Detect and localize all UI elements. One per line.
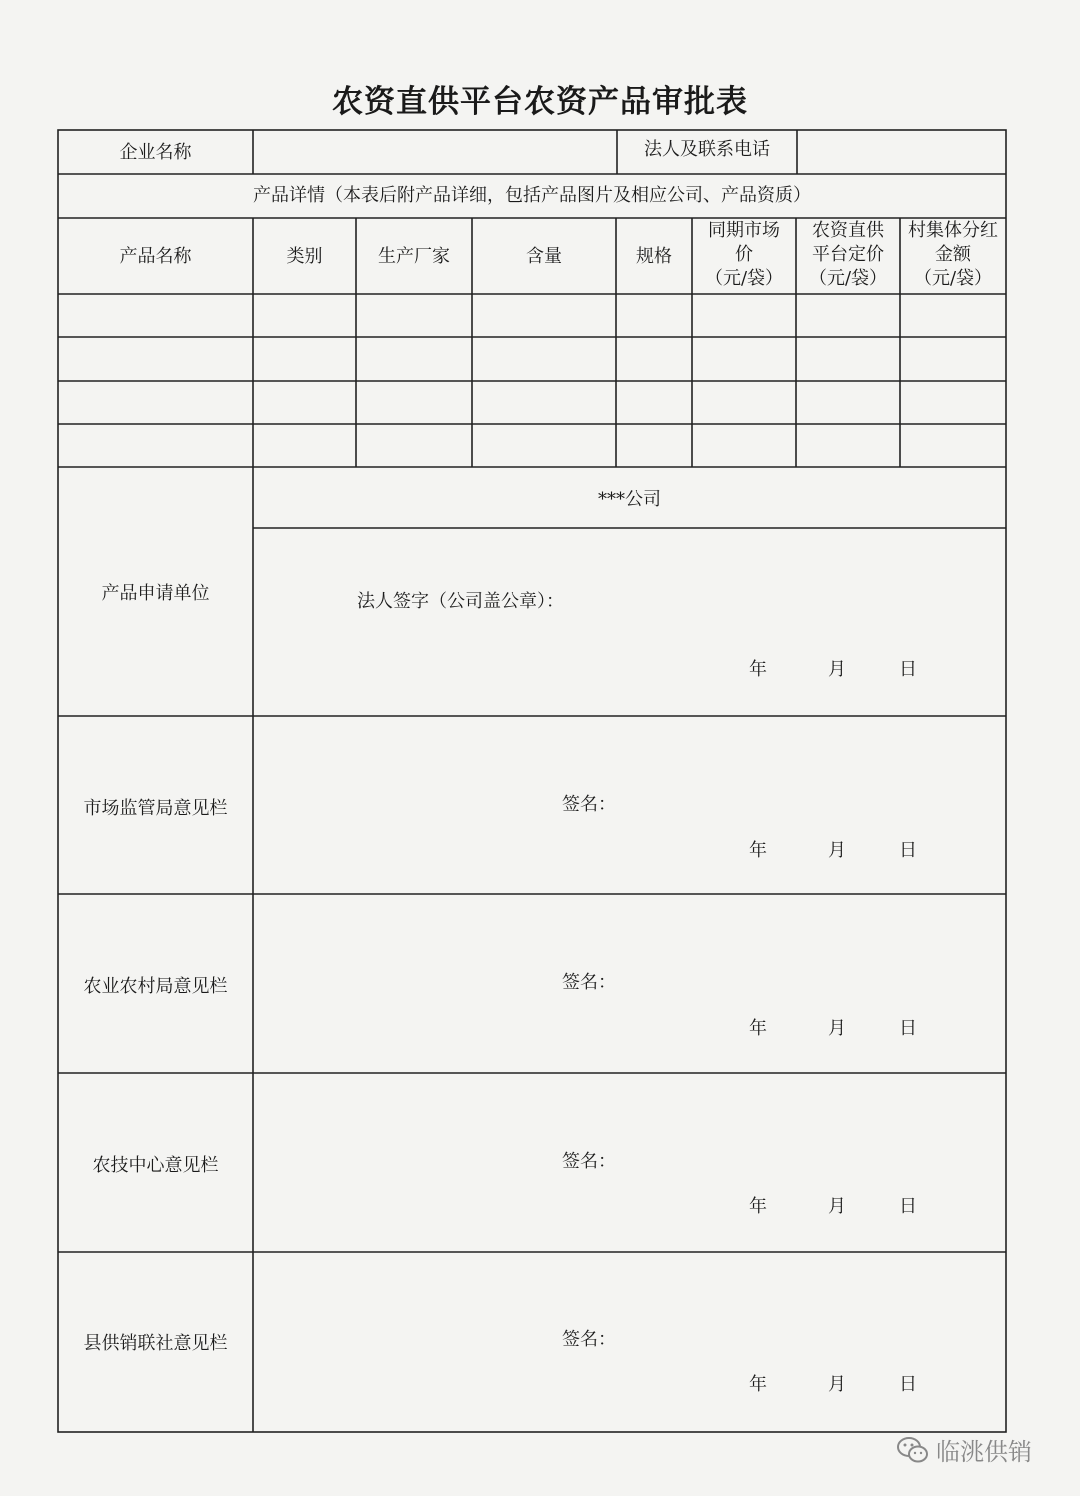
opinion-coop-year: 年: [749, 1374, 767, 1395]
opinion-agriculture-label: 农业农村局意见栏: [83, 976, 228, 997]
applicant-date-day: 日: [899, 659, 917, 680]
product-details-note: 产品详情（本表后附产品详细，包括产品图片及相应公司、产品资质）: [253, 185, 811, 206]
opinion-market-sign: 签名：: [562, 794, 616, 815]
watermark-text: 临洮供销: [936, 1438, 1032, 1466]
applicant-signature-label: 法人签字（公司盖公章）：: [357, 591, 564, 612]
opinion-market-label: 市场监管局意见栏: [83, 798, 228, 819]
opinion-market-year: 年: [749, 840, 767, 861]
header-market-price: 同期市场 价 （元/袋）: [704, 220, 784, 289]
company-name-field[interactable]: [258, 141, 612, 165]
header-spec: 规格: [636, 246, 672, 267]
legal-phone-field[interactable]: [802, 141, 1002, 165]
table-row[interactable]: [58, 338, 1006, 381]
opinion-coop-month: 月: [828, 1374, 846, 1395]
header-content: 含量: [526, 246, 562, 267]
header-product-name: 产品名称: [119, 246, 192, 267]
opinion-coop-sign: 签名：: [562, 1329, 616, 1350]
opinion-agritech-year: 年: [749, 1196, 767, 1217]
wechat-icon: [896, 1435, 930, 1465]
company-name-label: 企业名称: [119, 142, 192, 163]
opinion-market-month: 月: [828, 840, 846, 861]
legal-phone-label: 法人及联系电话: [644, 139, 770, 160]
header-manufacturer: 生产厂家: [378, 246, 450, 267]
watermark: [896, 1432, 1032, 1467]
table-row[interactable]: [58, 382, 1006, 424]
opinion-agritech-sign: 签名：: [562, 1151, 616, 1172]
applicant-date-month: 月: [828, 659, 846, 680]
header-village-dividend: 村集体分红 金额 （元/袋）: [908, 220, 998, 289]
opinion-agritech-day: 日: [899, 1196, 917, 1217]
opinion-agritech-month: 月: [828, 1196, 846, 1217]
form-title: 农资直供平台农资产品审批表: [332, 84, 748, 120]
applicant-label: 产品申请单位: [101, 583, 210, 604]
opinion-agriculture-year: 年: [749, 1018, 767, 1039]
applicant-company: ***公司: [598, 489, 661, 510]
opinion-agritech-label: 农技中心意见栏: [92, 1155, 219, 1176]
opinion-coop-day: 日: [899, 1374, 917, 1395]
table-row[interactable]: [58, 295, 1006, 337]
header-platform-price: 农资直供 平台定价 （元/袋）: [808, 220, 888, 289]
opinion-market-day: 日: [899, 840, 917, 861]
opinion-coop-label: 县供销联社意见栏: [83, 1333, 228, 1354]
opinion-agriculture-month: 月: [828, 1018, 846, 1039]
table-row[interactable]: [58, 425, 1006, 467]
opinion-agriculture-day: 日: [899, 1018, 917, 1039]
opinion-agriculture-sign: 签名：: [562, 972, 616, 993]
applicant-date-year: 年: [749, 659, 767, 680]
header-category: 类别: [286, 246, 323, 267]
